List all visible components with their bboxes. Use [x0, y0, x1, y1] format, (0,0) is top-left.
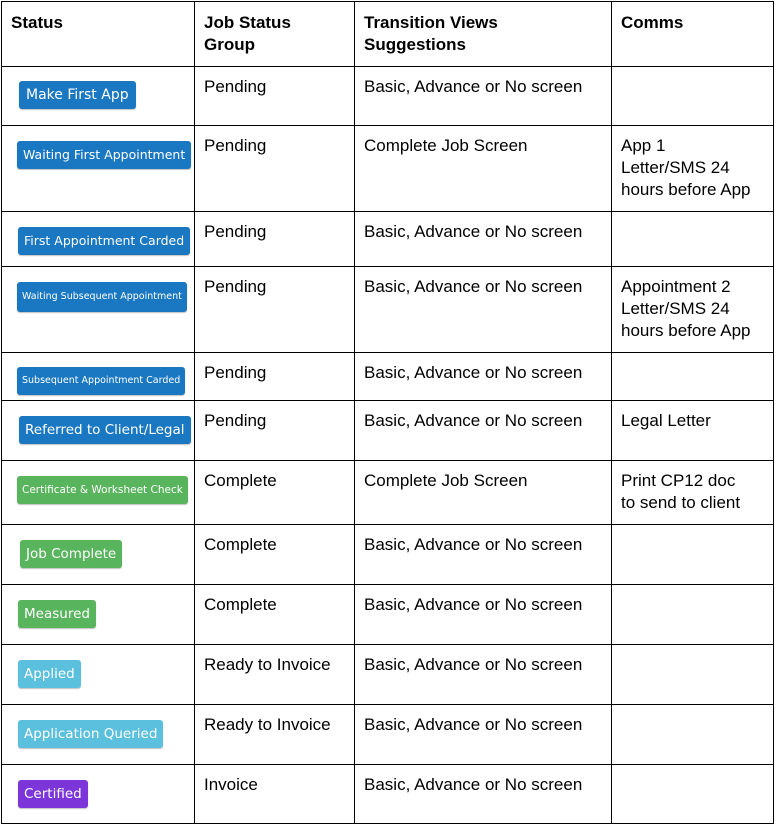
group-cell: Complete [195, 525, 355, 585]
comms-cell [612, 525, 774, 585]
group-cell: Pending [195, 212, 355, 267]
table-row [2, 353, 774, 401]
status-badge[interactable]: Job Complete [20, 540, 122, 568]
comms-cell: Appointment 2 Letter/SMS 24 hours before App [612, 267, 774, 353]
group-cell: Ready to Invoice [195, 645, 355, 705]
status-badge[interactable]: Referred to Client/Legal [19, 416, 191, 444]
views-cell: Basic, Advance or No screen [355, 401, 612, 461]
group-cell: Complete [195, 585, 355, 645]
status-badge[interactable]: Applied [18, 660, 81, 688]
group-cell: Pending [195, 267, 355, 353]
status-badge[interactable]: Application Queried [18, 720, 163, 748]
table-row [2, 765, 774, 824]
views-cell: Basic, Advance or No screen [355, 765, 612, 824]
status-badge[interactable]: Make First App [19, 81, 136, 109]
comms-cell: Print CP12 doc to send to client [612, 461, 774, 525]
comms-cell [612, 645, 774, 705]
views-cell: Basic, Advance or No screen [355, 705, 612, 765]
views-cell: Basic, Advance or No screen [355, 67, 612, 126]
table-row [2, 212, 774, 267]
comms-cell [612, 67, 774, 126]
views-cell: Basic, Advance or No screen [355, 353, 612, 401]
status-badge[interactable]: Waiting First Appointment [17, 141, 191, 169]
status-table [1, 1, 774, 824]
comms-cell: App 1 Letter/SMS 24 hours before App [612, 126, 774, 212]
group-cell: Pending [195, 67, 355, 126]
comms-cell [612, 353, 774, 401]
group-cell: Pending [195, 353, 355, 401]
header-transition-views: Transition Views Suggestions [355, 2, 612, 67]
views-cell: Complete Job Screen [355, 461, 612, 525]
table-row [2, 705, 774, 765]
table-row [2, 585, 774, 645]
header-comms: Comms [612, 2, 774, 67]
comms-cell [612, 705, 774, 765]
group-cell: Ready to Invoice [195, 705, 355, 765]
group-cell: Invoice [195, 765, 355, 824]
group-cell: Pending [195, 401, 355, 461]
table-row [2, 126, 774, 212]
views-cell: Basic, Advance or No screen [355, 267, 612, 353]
status-badge[interactable]: Measured [18, 600, 96, 628]
header-status: Status [2, 2, 195, 67]
header-job-status-group: Job Status Group [195, 2, 355, 67]
comms-cell [612, 212, 774, 267]
table-row [2, 645, 774, 705]
status-badge[interactable]: First Appointment Carded [18, 227, 190, 255]
views-cell: Basic, Advance or No screen [355, 645, 612, 705]
comms-cell [612, 765, 774, 824]
views-cell: Basic, Advance or No screen [355, 585, 612, 645]
views-cell: Complete Job Screen [355, 126, 612, 212]
group-cell: Pending [195, 126, 355, 212]
status-badge[interactable]: Certificate & Worksheet Check [17, 476, 188, 504]
status-badge[interactable]: Waiting Subsequent Appointment [17, 282, 187, 312]
table-row [2, 461, 774, 525]
table-row [2, 401, 774, 461]
table-row [2, 67, 774, 126]
table-row [2, 267, 774, 353]
comms-cell [612, 585, 774, 645]
group-cell: Complete [195, 461, 355, 525]
comms-cell: Legal Letter [612, 401, 774, 461]
views-cell: Basic, Advance or No screen [355, 212, 612, 267]
status-badge[interactable]: Subsequent Appointment Carded [17, 367, 185, 395]
table-row [2, 525, 774, 585]
views-cell: Basic, Advance or No screen [355, 525, 612, 585]
header-row [2, 2, 774, 67]
status-badge[interactable]: Certified [18, 780, 88, 808]
